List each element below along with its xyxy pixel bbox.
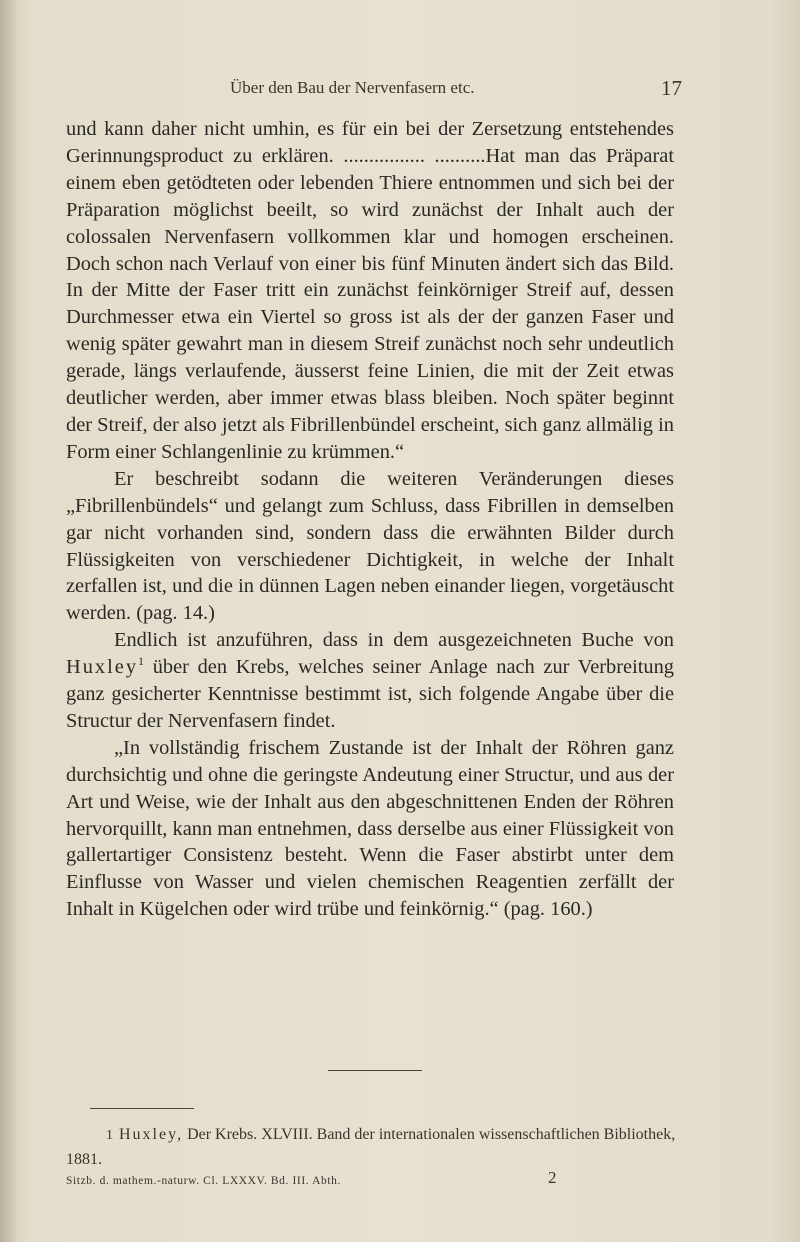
footnote-author: Huxley, <box>119 1126 184 1143</box>
footnote <box>66 1123 676 1172</box>
running-title: Über den Bau der Nervenfasern etc. <box>230 78 475 97</box>
body-text <box>66 116 674 923</box>
paragraph-1: und kann daher nicht umhin, es für ein bei der Zersetzung entstehendes Gerinnungsproduct zu erklären. ................ ..........Hat man das Präparat einem eben getödteten oder lebenden Thiere entnommen und sich bei der Präparation möglichst beeilt, so wird zunächst der Inhalt auch der colossalen Nervenfasern vollkommen klar und homogen erscheinen. Doch schon nach Verlauf von einer bis fünf Minuten ändert sich das Bild. In der Mitte der Faser tritt ein zunächst feinkörniger Streif auf, dessen Durchmesser etwa ein Viertel so gross ist als der der ganzen Faser und wenig später gewahrt man in diesem Streif zunächst noch sehr undeutlich gerade, längs verlaufende, äusserst feine Linien, die mit der Zeit etwas deutlicher werden, aber immer etwas blass bleiben. Noch später beginnt der Streif, der also jetzt als Fibrillenbündel erscheint, sich ganz allmälig in Form einer Schlangenlinie zu krümmen.“ <box>66 118 674 463</box>
page-header <box>66 78 682 104</box>
paragraph-2: Er beschreibt sodann die weiteren Veränderungen dieses „Fibrillenbündels“ und gelangt zum Schluss, dass Fibrillen in demselben gar nicht vorhanden sind, sondern dass die erwähnten Bilder durch Flüssigkeiten von verschiedener Dichtigkeit, in welche der Inhalt zerfallen ist, und die in dünnen Lagen neben einander liegen, vorgetäuscht werden. (pag. 14.) <box>66 467 674 625</box>
footnote-reference[interactable]: 1 <box>138 654 145 669</box>
paragraph-3 <box>66 627 674 735</box>
section-divider <box>328 1070 422 1071</box>
paragraph-3-rest: über den Krebs, welches seiner Anlage nach zur Verbreitung ganz gesicherter Kenntnisse bestimmt ist, sich folgende Angabe über die Structur der Nervenfasern findet. <box>66 656 674 732</box>
footnote-text: Der Krebs. XLVIII. Band der internationalen wissenschaftlichen Bibliothek, 1881. <box>66 1126 676 1168</box>
signature-mark: 2 <box>548 1168 557 1187</box>
paragraph-3-lead: Endlich ist anzuführen, dass in dem ausgezeichneten Buche von <box>114 629 674 652</box>
page-spine-shadow <box>0 0 18 1242</box>
printer-signature: Sitzb. d. mathem.-naturw. Cl. LXXXV. Bd. III. Abth. <box>66 1175 341 1187</box>
paragraph-4: „In vollständig frischem Zustande ist der Inhalt der Röhren ganz durchsichtig und ohne die geringste Andeutung einer Structur, und aus der Art und Weise, wie der Inhalt aus den abgeschnittenen Enden der Röhren hervorquillt, kann man entnehmen, dass derselbe aus einer Flüssigkeit von gallertartiger Consistenz besteht. Wenn die Faser abstirbt unter dem Einflusse von Wasser und vielen chemischen Reagentien zerfällt der Inhalt in Kügelchen oder wird trübe und feinkörnig.“ (pag. 160.) <box>66 736 674 921</box>
footnote-number: 1 <box>106 1128 113 1143</box>
page-number: 17 <box>661 76 682 100</box>
author-name: Huxley <box>66 656 139 679</box>
footnote-divider <box>90 1108 194 1109</box>
